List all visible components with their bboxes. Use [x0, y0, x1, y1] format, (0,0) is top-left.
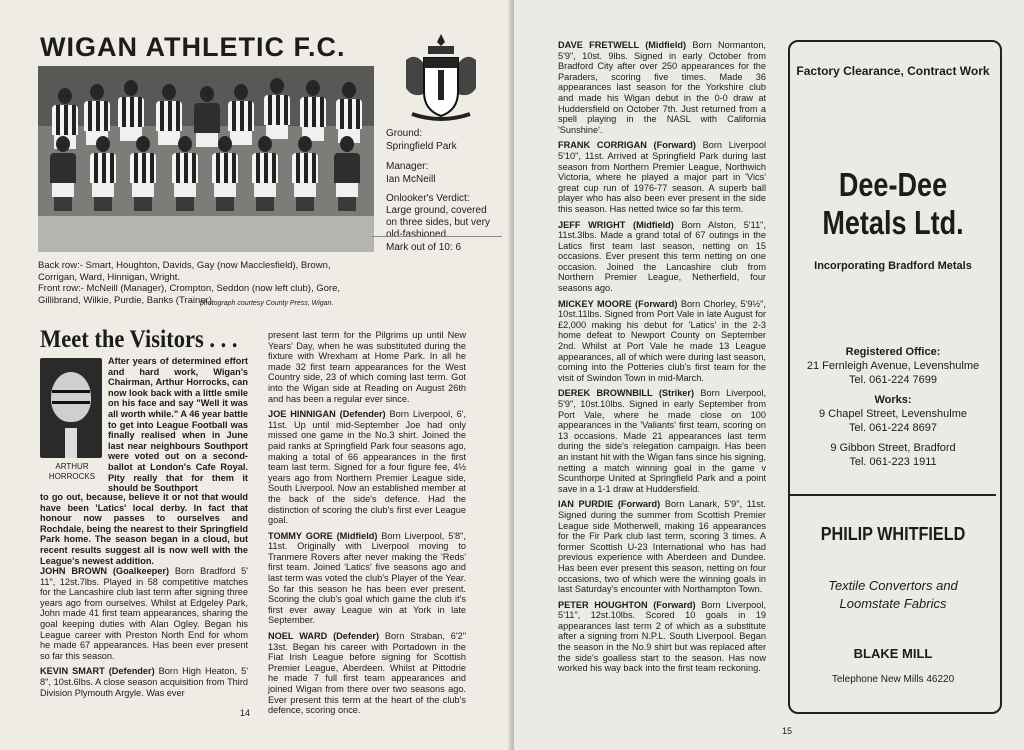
- works-tel: Tel. 061-223 1911: [849, 456, 937, 468]
- player-figure: [212, 136, 238, 211]
- photo-pitch: [38, 216, 374, 252]
- caption-back-row: Back row:- Smart, Houghton, Davids, Gay (now Macclesfield), Brown, Corrigan, Ward, Hinnigan, Wright.: [38, 260, 331, 283]
- page-number: 15: [782, 726, 793, 736]
- manager-label: Manager:: [386, 161, 429, 172]
- intro-paragraph-cont: to go out, because, believe it or not that would have been 'Latics' local derby. In fact that honour now passes to ourselves and Rochdale, being the nearest to their Springfield Park home. The season began in a cloud, but recent results suggest all is now well with the League's newest addition.: [40, 492, 248, 566]
- player-profile: KEVIN SMART (Defender) Born High Heaton, 5' 8", 10st.6lbs. A close season acquisition from Third Division Plymouth Argyle. Was ever: [40, 666, 248, 698]
- philip-desc: Loomstate Fabrics: [839, 596, 947, 611]
- player-profile: DEREK BROWNBILL (Striker) Born Liverpool, 5'9", 10st.10lbs. Signed in early September from Port Vale, where he made close on 100 appearances in the 'Valiants' first team, scoring on 13 occasions. Made 21 appearances last term during the side's relegation campaign. Has been an instant hit with the Wigan fans since his signing, netting a match winning goal in the game v Scunthorpe United at Springfield Park and a point save in a 1-1 draw at Huddersfield.: [558, 388, 767, 494]
- player-profile: JEFF WRIGHT (Midfield) Born Alston, 5'11", 11st.3lbs. Made a grand total of 67 outings in the Latics first team last season, netting on 15 occasions. Ever present this term netting on one occasion. Joined the Lancashire club from Northern Premier League, Netherfield, four seasons ago.: [558, 219, 766, 294]
- intro-paragraph: After years of determined effort and hard work, Wigan's Chairman, Arthur Horrocks, can now look back with a little smile on his face and say "Well it was all worth while." A 46 year battle to get into League Football was finally realised when in June last near neighbours Southport were voted out on a second-ballot at London's Cafe Royal. Pity really that for them it should be Southport: [108, 356, 248, 494]
- works-tel: Tel. 061-224 8697: [848, 422, 938, 434]
- verdict-value: Large ground, covered on three sides, but very old-fashioned.: [386, 205, 490, 240]
- player-figure: [130, 136, 156, 211]
- player-profile: JOE HINNIGAN (Defender) Born Liverpool, 6', 11st. Up until mid-September Joe had only missed one game in the No.3 shirt. Joined the paid ranks at Springfield Park four seasons ago, making a total of 66 appearances in the first team last term. Signed for a four figure fee, 4½ years ago from Northern Premier League side, South Liverpool. Now an established member at the back of the side's defence. Had the distinction of scoring the club's first ever League goal.: [268, 409, 467, 526]
- chairman-portrait: [40, 358, 102, 458]
- company-name-line2: Metals Ltd.: [822, 204, 964, 241]
- player-figure: [264, 78, 290, 139]
- page-title: WIGAN ATHLETIC F.C.: [40, 32, 346, 62]
- page-number: 14: [240, 708, 251, 718]
- registered-tel: Tel. 061-224 7699: [848, 374, 938, 386]
- player-profile-cont: present last term for the Pilgrims up until New Years' Day, when he was substituted during the fixture with Wrexham at Home Park. In all he made 32 first team appearances for the West Country side, 23 of which coming last term. Got into the Wigan side at Reading on August 26th and has been a regular ever since.: [268, 330, 466, 404]
- player-profile: PETER HOUGHTON (Forward) Born Liverpool, 5'11", 12st.10lbs. Scored 10 goals in 19 appearances last term 2 of which as a substitute after a signing from N.P.L. South Liverpool. Began the season in the No.9 shirt but was replaced after the side's goalless start to the season. Has now worked his way back into the first team reckoning.: [558, 599, 766, 674]
- player-figure: [118, 80, 144, 141]
- player-figure: [90, 136, 116, 211]
- club-crest-icon: [398, 30, 484, 126]
- player-figure: [300, 80, 326, 141]
- player-figure: [334, 136, 360, 211]
- middle-column: [268, 330, 466, 721]
- philip-whitfield-name: PHILIP WHITFIELD: [820, 524, 966, 544]
- player-figure: [292, 136, 318, 211]
- works-address: 9 Gibbon Street, Bradford: [830, 442, 956, 454]
- philip-desc: Textile Convertors and: [828, 578, 958, 593]
- works-address: 9 Chapel Street, Levenshulme: [819, 408, 967, 420]
- player-figure: [252, 136, 278, 211]
- caption-front-row: Front row:- McNeill (Manager), Crompton, Seddon (now left club), Gore, Gillibrand, Wilkie, Purdie, Banks (Trainer): [38, 283, 340, 306]
- company-subtitle: Incorporating Bradford Metals: [814, 260, 972, 272]
- section-heading: Meet the Visitors . . .: [40, 326, 238, 353]
- company-name-line1: Dee-Dee: [838, 166, 948, 203]
- player-profile: TOMMY GORE (Midfield) Born Liverpool, 5'8", 11st. Originally with Liverpool moving to Tranmere Rovers after never making the 'Reds' first team. Joined 'Latics' five seasons ago and last term was voted the club's Player of the Year. So far this season he has been ever present. Scoring the club's goal which game the club it's first ever away League win at York in late September.: [268, 530, 466, 626]
- works-label: Works:: [874, 394, 912, 406]
- player-profile: NOEL WARD (Defender) Born Straban, 6'2" 13st. Began his career with Portadown in the Fiat Irish League before signing for Scottish Premier League, Aberdeen. Whilst at Pittodrie he made 7 full first team appearances and joined Wigan from there over two seasons ago. Ever present this term at the heart of the club's defence, scoring once.: [268, 631, 466, 716]
- ad-divider: [790, 494, 996, 496]
- player-figure: [336, 82, 362, 143]
- mark-rating: Mark out of 10: 6: [386, 242, 462, 253]
- registered-office-label: Registered Office:: [845, 346, 941, 358]
- registered-address: 21 Fernleigh Avenue, Levenshulme: [806, 360, 980, 372]
- mill-name: BLAKE MILL: [853, 646, 933, 661]
- left-column: [40, 566, 248, 703]
- manager-value: Ian McNeill: [386, 174, 436, 185]
- right-column: [558, 40, 766, 679]
- ad-tagline: Factory Clearance, Contract Work: [796, 64, 990, 78]
- portrait-caption: ARTHUR HORROCKS: [48, 462, 96, 481]
- ground-value: Springfield Park: [386, 141, 457, 152]
- divider: [372, 236, 502, 237]
- player-profile: DAVE FRETWELL (Midfield) Born Normanton, 5'9", 10st. 9lbs. Signed in early October from Bradford City after over 250 appearances for the Paraders, scoring five times. Made 36 appearances last season for the Yorkshire club and made his Wigan debut in the 0-0 draw at Huddersfield on October 7th. Just returned from a spell playing in the NASL with California 'Sunshine'.: [558, 40, 766, 135]
- photo-credit: photograph courtesy County Press, Wigan.: [200, 300, 334, 307]
- team-photo: [38, 66, 374, 252]
- player-figure: [172, 136, 198, 211]
- player-profile: IAN PURDIE (Forward) Born Lanark, 5'9", 11st. Signed during the summer from Scottish Premier League side Motherwell, making 16 appearances for the Fir Park club last term, scoring 3 times. A former Scottish U-23 International who has had previous experience with Aberdeen and Dundee. Has been ever present this season, netting on four occasions, two of which were the winning goals in last Saturday's encounter with Northampton Town.: [558, 499, 766, 595]
- player-profile: FRANK CORRIGAN (Forward) Born Liverpool 5'10", 11st. Arrived at Springfield Park during last season from Northern Premier League, Northwich Victoria, where he played a major part in 'Vics' great cup run of 1976-77 season. A superb ball player who has also been ever present in the side this season. Has netted twice so far this term.: [558, 140, 767, 214]
- right-page: [514, 0, 1024, 750]
- advertisement-box: [788, 40, 1002, 714]
- player-profile: MICKEY MOORE (Forward) Born Chorley, 5'9½", 10st.11lbs. Signed from Port Vale in late August for £2,000 making his debut for 'Latics' in the 2-3 home defeat to Newport County on September 2nd. Whilst at Port Vale he made 13 League appearances, all of which were during last season, coming into the Potteries club's first team for the visit of Swindon Town in mid-March.: [558, 298, 766, 383]
- ground-label: Ground:: [386, 128, 423, 139]
- verdict-label: Onlooker's Verdict:: [386, 193, 470, 204]
- mill-telephone: Telephone New Mills 46220: [831, 674, 955, 685]
- player-profile: JOHN BROWN (Goalkeeper) Born Bradford 5' 11", 12st.7lbs. Played in 58 competitive matches for the Lancashire club last term after signing three years ago from ourselves. Whilst at Edgeley Park, John made 41 first team appearances, sharing the goal keeping duties with Alan Ogley. Began his League career with Preston North End for whom he made 67 appearances. Has been ever present so far this season.: [40, 566, 248, 661]
- player-figure: [50, 136, 76, 211]
